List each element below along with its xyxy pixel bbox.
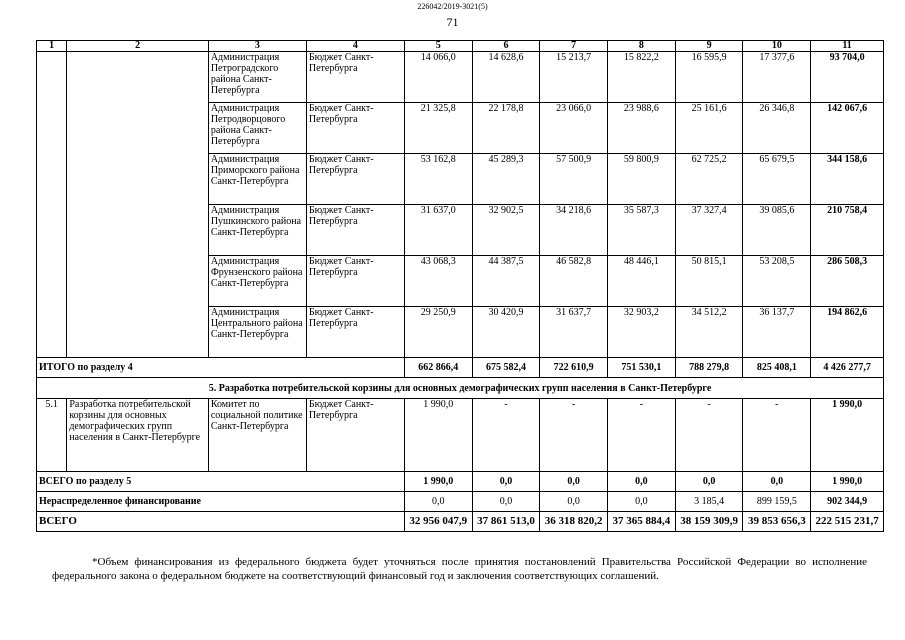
executor-cell: Администрация Фрунзенского района Санкт-Петербурга xyxy=(208,256,306,307)
total-cell: 142 067,6 xyxy=(811,103,884,154)
column-header: 3 xyxy=(208,41,306,52)
page-number: 71 xyxy=(446,15,459,29)
row-label: Нераспределенное финансирование xyxy=(37,492,405,512)
value-cell: 751 530,1 xyxy=(608,358,676,378)
value-cell: 0,0 xyxy=(743,472,811,492)
column-header: 7 xyxy=(540,41,608,52)
total-cell: 344 158,6 xyxy=(811,154,884,205)
column-header: 9 xyxy=(675,41,743,52)
value-cell: 0,0 xyxy=(608,492,676,512)
column-header: 1 xyxy=(37,41,67,52)
total-cell: 286 508,3 xyxy=(811,256,884,307)
column-header: 6 xyxy=(472,41,540,52)
section-4-total-row xyxy=(37,358,884,378)
value-cell: 0,0 xyxy=(472,492,540,512)
value-cell: - xyxy=(472,399,540,472)
document-id: 226042/2019-3021(5) xyxy=(417,2,488,11)
total-cell: 1 990,0 xyxy=(811,399,884,472)
section-5-total-row xyxy=(37,472,884,492)
value-cell: 15 213,7 xyxy=(540,52,608,103)
value-cell: 62 725,2 xyxy=(675,154,743,205)
value-cell: 0,0 xyxy=(472,472,540,492)
row-label: ВСЕГО xyxy=(37,512,405,532)
value-cell: 14 066,0 xyxy=(404,52,472,103)
value-cell: 788 279,8 xyxy=(675,358,743,378)
row-label: ВСЕГО по разделу 5 xyxy=(37,472,405,492)
budget-source-cell: Бюджет Санкт-Петербурга xyxy=(306,205,404,256)
value-cell: 825 408,1 xyxy=(743,358,811,378)
executor-cell: Комитет по социальной политике Санкт-Петербурга xyxy=(208,399,306,472)
value-cell: 29 250,9 xyxy=(404,307,472,358)
value-cell: 35 587,3 xyxy=(608,205,676,256)
value-cell: 32 903,2 xyxy=(608,307,676,358)
value-cell: 31 637,0 xyxy=(404,205,472,256)
value-cell: 34 512,2 xyxy=(675,307,743,358)
executor-cell: Администрация Центрального района Санкт-Петербурга xyxy=(208,307,306,358)
total-cell: 194 862,6 xyxy=(811,307,884,358)
value-cell: 53 162,8 xyxy=(404,154,472,205)
section-5-header-row xyxy=(37,378,884,399)
value-cell: 23 066,0 xyxy=(540,103,608,154)
value-cell: 30 420,9 xyxy=(472,307,540,358)
value-cell: 53 208,5 xyxy=(743,256,811,307)
value-cell: 37 861 513,0 xyxy=(472,512,540,532)
executor-cell: Администрация Пушкинского района Санкт-Петербурга xyxy=(208,205,306,256)
value-cell: - xyxy=(608,399,676,472)
value-cell: 31 637,7 xyxy=(540,307,608,358)
value-cell: 39 853 656,3 xyxy=(743,512,811,532)
column-header: 8 xyxy=(608,41,676,52)
value-cell: 0,0 xyxy=(404,492,472,512)
column-number-header-row xyxy=(37,41,884,52)
unallocated-financing-row xyxy=(37,492,884,512)
value-cell: 59 800,9 xyxy=(608,154,676,205)
grand-total-row xyxy=(37,512,884,532)
value-cell: 48 446,1 xyxy=(608,256,676,307)
value-cell: 32 956 047,9 xyxy=(404,512,472,532)
executor-cell: Администрация Приморского района Санкт-Петербурга xyxy=(208,154,306,205)
value-cell: 34 218,6 xyxy=(540,205,608,256)
column-header: 10 xyxy=(743,41,811,52)
column-header: 11 xyxy=(811,41,884,52)
value-cell: 15 822,2 xyxy=(608,52,676,103)
value-cell: 1 990,0 xyxy=(404,399,472,472)
total-cell: 4 426 277,7 xyxy=(811,358,884,378)
budget-source-cell: Бюджет Санкт-Петербурга xyxy=(306,52,404,103)
value-cell: 32 902,5 xyxy=(472,205,540,256)
table-row xyxy=(37,399,884,472)
footnote: *Объем финансирования из федерального бюджета будет уточняться после принятия постановлений Правительства Российской Федерации во исполнение федерального закона о федеральном бюджете на соответствующий финансовый год и заключения соответствующих соглашений. xyxy=(52,556,867,582)
column-header: 4 xyxy=(306,41,404,52)
value-cell: 722 610,9 xyxy=(540,358,608,378)
empty-name-cell xyxy=(67,52,209,358)
value-cell: 57 500,9 xyxy=(540,154,608,205)
value-cell: 0,0 xyxy=(540,472,608,492)
value-cell: 65 679,5 xyxy=(743,154,811,205)
value-cell: - xyxy=(540,399,608,472)
value-cell: 0,0 xyxy=(675,472,743,492)
value-cell: 1 990,0 xyxy=(404,472,472,492)
value-cell: 23 988,6 xyxy=(608,103,676,154)
value-cell: 21 325,8 xyxy=(404,103,472,154)
value-cell: 3 185,4 xyxy=(675,492,743,512)
total-cell: 210 758,4 xyxy=(811,205,884,256)
value-cell: 38 159 309,9 xyxy=(675,512,743,532)
value-cell: 14 628,6 xyxy=(472,52,540,103)
item-name: Разработка потребительской корзины для основных демографических групп населения в Санкт-Петербурге xyxy=(67,399,209,472)
empty-number-cell xyxy=(37,52,67,358)
row-label: ИТОГО по разделу 4 xyxy=(37,358,405,378)
value-cell: - xyxy=(675,399,743,472)
value-cell: 16 595,9 xyxy=(675,52,743,103)
value-cell: - xyxy=(743,399,811,472)
value-cell: 25 161,6 xyxy=(675,103,743,154)
value-cell: 0,0 xyxy=(608,472,676,492)
value-cell: 26 346,8 xyxy=(743,103,811,154)
budget-source-cell: Бюджет Санкт-Петербурга xyxy=(306,154,404,205)
section-title: 5. Разработка потребительской корзины для основных демографических групп населения в Санкт-Петербурге xyxy=(37,378,884,399)
value-cell: 0,0 xyxy=(540,492,608,512)
value-cell: 46 582,8 xyxy=(540,256,608,307)
value-cell: 36 137,7 xyxy=(743,307,811,358)
value-cell: 37 327,4 xyxy=(675,205,743,256)
column-header: 2 xyxy=(67,41,209,52)
column-header: 5 xyxy=(404,41,472,52)
budget-source-cell: Бюджет Санкт-Петербурга xyxy=(306,399,404,472)
financing-table xyxy=(36,40,884,532)
budget-source-cell: Бюджет Санкт-Петербурга xyxy=(306,103,404,154)
value-cell: 36 318 820,2 xyxy=(540,512,608,532)
item-number: 5.1 xyxy=(37,399,67,472)
value-cell: 37 365 884,4 xyxy=(608,512,676,532)
value-cell: 17 377,6 xyxy=(743,52,811,103)
budget-source-cell: Бюджет Санкт-Петербурга xyxy=(306,256,404,307)
table-row xyxy=(37,52,884,103)
value-cell: 675 582,4 xyxy=(472,358,540,378)
total-cell: 222 515 231,7 xyxy=(811,512,884,532)
value-cell: 43 068,3 xyxy=(404,256,472,307)
executor-cell: Администрация Петроградского района Санкт-Петербурга xyxy=(208,52,306,103)
budget-source-cell: Бюджет Санкт-Петербурга xyxy=(306,307,404,358)
total-cell: 1 990,0 xyxy=(811,472,884,492)
value-cell: 44 387,5 xyxy=(472,256,540,307)
total-cell: 93 704,0 xyxy=(811,52,884,103)
value-cell: 899 159,5 xyxy=(743,492,811,512)
value-cell: 662 866,4 xyxy=(404,358,472,378)
executor-cell: Администрация Петродворцового района Санкт-Петербурга xyxy=(208,103,306,154)
value-cell: 50 815,1 xyxy=(675,256,743,307)
value-cell: 39 085,6 xyxy=(743,205,811,256)
value-cell: 45 289,3 xyxy=(472,154,540,205)
value-cell: 22 178,8 xyxy=(472,103,540,154)
total-cell: 902 344,9 xyxy=(811,492,884,512)
